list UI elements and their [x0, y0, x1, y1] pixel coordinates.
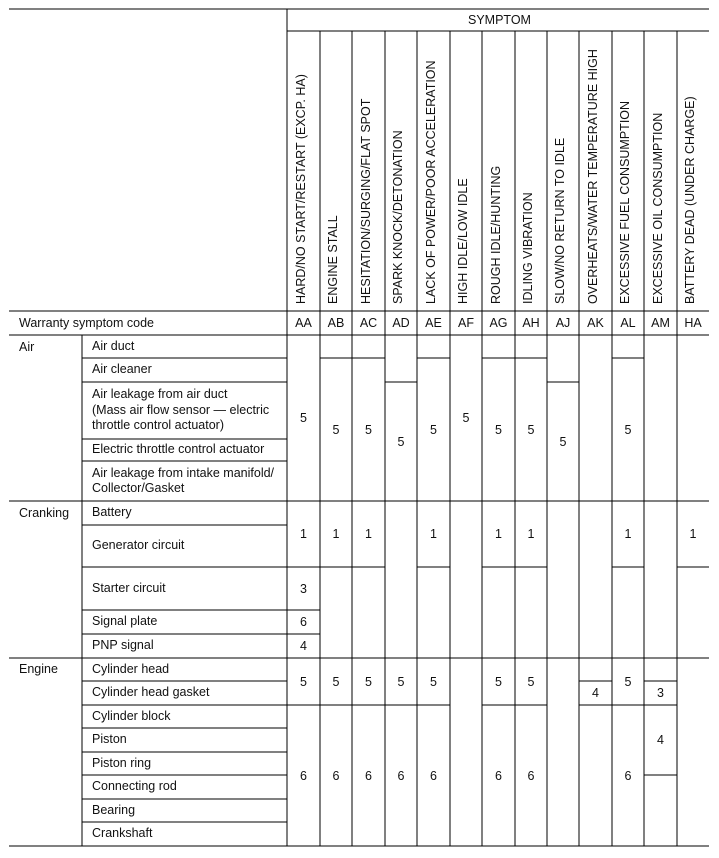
column-header-text: HIGH IDLE/LOW IDLE: [456, 178, 470, 304]
item-label: [92, 505, 132, 521]
symptom-code-ab: AB: [327, 316, 345, 330]
item-label: [92, 387, 269, 434]
column-header-text: ENGINE STALL: [326, 215, 340, 304]
item-label-line: Air cleaner: [92, 362, 152, 377]
column-header-ae: [423, 34, 442, 304]
cell-value: 1: [527, 527, 535, 541]
column-header-text: SPARK KNOCK/DETONATION: [391, 130, 405, 304]
cell-value: 5: [332, 422, 340, 437]
item-label: [92, 779, 177, 795]
cell-value: 5: [300, 411, 307, 425]
cell-value: 5: [462, 411, 470, 425]
cell-value: 6: [300, 615, 307, 629]
cell-value: 5: [527, 674, 535, 689]
column-header-al: [620, 34, 636, 304]
cell-value: 6: [527, 768, 535, 783]
cell-value: 3: [657, 686, 664, 700]
cell-value: 6: [495, 768, 502, 783]
column-header-am: [650, 34, 669, 304]
item-label-line: PNP signal: [92, 638, 154, 653]
cell-value: 5: [300, 674, 307, 689]
symptom-code-al: AL: [620, 316, 636, 330]
symptom-code-ah: AH: [522, 316, 540, 330]
item-label-line: Cylinder head: [92, 661, 170, 676]
column-header-text: SLOW/NO RETURN TO IDLE: [553, 137, 567, 304]
item-label: [92, 709, 171, 725]
item-label-line: Battery: [92, 505, 132, 520]
item-label: [92, 442, 264, 458]
cell-value: 5: [332, 674, 340, 689]
column-header-text: EXCESSIVE FUEL CONSUMPTION: [618, 100, 632, 304]
cell-value: 4: [592, 686, 599, 700]
column-header-text: ROUGH IDLE/HUNTING: [488, 165, 503, 304]
cell-value: 6: [300, 768, 307, 783]
item-label: [92, 662, 169, 678]
symptom-header: SYMPTOM: [468, 13, 531, 27]
column-header-ak: [585, 34, 604, 304]
item-label-line: Starter circuit: [92, 580, 166, 595]
item-label: [92, 339, 134, 355]
column-header-aa: [293, 34, 312, 304]
item-label-line: Crankshaft: [92, 826, 153, 841]
column-header-text: IDLING VIBRATION: [521, 192, 535, 304]
cell-value: 5: [495, 422, 502, 437]
symptom-code-ad: AD: [392, 316, 410, 330]
item-label: [92, 581, 166, 597]
column-header-ac: [358, 34, 377, 304]
cell-value: 6: [332, 768, 340, 783]
group-label-cranking: Cranking: [19, 506, 70, 520]
cell-value: 6: [624, 768, 632, 783]
column-header-aj: [555, 34, 571, 304]
cell-value: 5: [430, 674, 437, 689]
symptom-code-ae: AE: [425, 316, 442, 330]
group-label-air: Air: [19, 340, 35, 354]
item-label: [92, 614, 157, 630]
item-label-line: Generator circuit: [92, 538, 185, 553]
column-header-ab: [328, 34, 344, 304]
item-label: [92, 466, 274, 497]
group-label-engine: Engine: [19, 662, 58, 676]
cell-value: 1: [430, 527, 437, 541]
cell-value: 5: [495, 674, 502, 689]
cell-value: 5: [365, 674, 372, 689]
symptom-code-ha: HA: [684, 316, 702, 330]
symptom-code-am: AM: [651, 316, 670, 330]
item-label-line: Signal plate: [92, 614, 158, 629]
item-label: [92, 826, 152, 842]
symptom-code-aj: AJ: [555, 316, 571, 330]
symptom-code-af: AF: [458, 316, 474, 330]
cell-value: 6: [430, 768, 437, 783]
item-label-line: Cylinder block: [92, 708, 171, 723]
cell-value: 5: [527, 422, 535, 437]
item-label-line: Air leakage from air duct: [92, 387, 228, 402]
cell-value: 4: [657, 733, 664, 747]
symptom-code-ac: AC: [359, 316, 378, 330]
item-label-line: Collector/Gasket: [92, 481, 185, 495]
cell-value: 1: [332, 527, 340, 541]
column-header-text: HARD/NO START/RESTART (EXCP. HA): [293, 74, 308, 304]
item-label: [92, 803, 135, 819]
cell-value: 5: [397, 674, 405, 689]
cell-value: 6: [365, 768, 372, 783]
column-header-text: LACK OF POWER/POOR ACCELERATION: [423, 60, 438, 304]
column-header-ag: [488, 34, 507, 304]
item-label: [92, 362, 152, 378]
cell-value: 5: [624, 674, 632, 689]
cell-value: 1: [624, 527, 632, 541]
symptom-code-ag: AG: [489, 316, 508, 330]
item-label-line: Air duct: [92, 338, 135, 353]
item-label-line: Electric throttle control actuator: [92, 442, 265, 457]
cell-value: 5: [559, 434, 567, 449]
column-header-text: HESITATION/SURGING/FLAT SPOT: [358, 98, 373, 304]
item-label-line: Connecting rod: [92, 779, 177, 794]
cell-value: 5: [430, 422, 437, 437]
cell-value: 1: [689, 527, 697, 541]
item-label: [92, 685, 209, 701]
column-header-text: OVERHEATS/WATER TEMPERATURE HIGH: [585, 49, 600, 304]
cell-value: 5: [397, 434, 405, 449]
cell-value: 1: [495, 527, 502, 541]
item-label: [92, 756, 151, 772]
cell-value: 3: [300, 581, 307, 596]
item-label-line: throttle control actuator): [92, 418, 225, 433]
cell-value: 5: [624, 422, 632, 437]
column-header-af: [458, 34, 474, 304]
item-label-line: Piston ring: [92, 755, 152, 770]
item-label: [92, 732, 127, 748]
item-label: [92, 538, 184, 554]
column-header-text: EXCESSIVE OIL CONSUMPTION: [650, 112, 665, 304]
column-header-text: BATTERY DEAD (UNDER CHARGE): [683, 96, 697, 304]
item-label: [92, 638, 154, 654]
symptom-code-aa: AA: [295, 316, 312, 330]
cell-value: 4: [300, 639, 307, 653]
item-label-line: Bearing: [92, 802, 136, 817]
column-header-ha: [685, 34, 701, 304]
column-header-ah: [523, 34, 539, 304]
item-label-line: Cylinder head gasket: [92, 685, 210, 700]
item-label-line: (Mass air flow sensor — electric: [92, 402, 270, 417]
cell-value: 1: [365, 527, 372, 541]
cell-value: 6: [397, 768, 405, 783]
cell-value: 5: [365, 422, 372, 437]
warranty-symptom-code-label: Warranty symptom code: [19, 316, 154, 330]
column-header-ad: [393, 34, 409, 304]
cell-value: 1: [300, 527, 307, 541]
item-label-line: Air leakage from intake manifold/: [92, 465, 275, 480]
symptom-code-ak: AK: [587, 316, 604, 330]
item-label-line: Piston: [92, 732, 127, 747]
